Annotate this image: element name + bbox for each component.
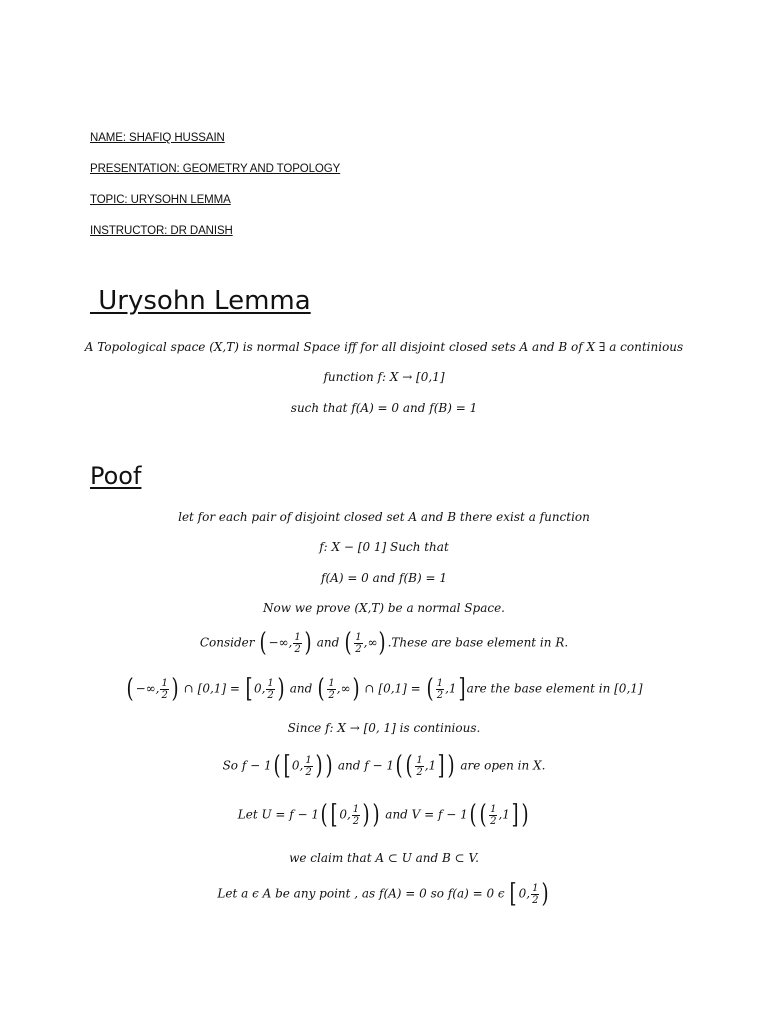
intersection-text: ∩ [0,1] =: [364, 681, 421, 696]
proof-line-9: Let U = f − 1( [ 0, $\frac{1}{2}$ ) ) and V = f − 1( ( $\frac{1}{2}$ ,1] ): [237, 800, 529, 830]
interval-end: ,∞: [336, 681, 351, 696]
fraction: $\frac{1}{2}$: [436, 677, 444, 701]
definition-label: and V = f − 1: [385, 807, 468, 822]
proof-line-8: So f − 1( [ 0, $\frac{1}{2}$ ) ) and f − 1( ( $\frac{1}{2}$ ,1] ) are open in X.: [222, 751, 546, 781]
fraction: $\frac{1}{2}$: [161, 677, 168, 701]
interval-start: 0,: [518, 886, 531, 901]
document-title: Urysohn Lemma: [90, 286, 311, 316]
interval-start: 0,: [253, 681, 266, 696]
consider-label: Consider: [199, 635, 255, 650]
proof-line-6-tail: are the base element in [0,1]: [466, 681, 643, 696]
proof-line-7: Since f: X → [0, 1] is continious.: [287, 721, 481, 735]
topic-label: TOPIC: URYSOHN LEMMA: [90, 194, 231, 206]
intersection-text: ∩ [0,1] =: [183, 681, 240, 696]
proof-line-11-text: Let a ϵ A be any point , as f(A) = 0 so f(a) = 0 ϵ: [217, 886, 505, 901]
proof-line-11: Let a ϵ A be any point , as f(A) = 0 so f(a) = 0 ϵ [ 0, $\frac{1}{2}$ ): [217, 879, 550, 909]
proof-line-5: Consider ( −∞, $\frac{1}{2}$ ) and ( $\frac{1}{2}$ ,∞) .These are base element in R.: [199, 628, 569, 658]
fraction: $\frac{1}{2}$: [355, 631, 362, 655]
instructor-label: INSTRUCTOR: DR DANISH: [90, 225, 233, 237]
fraction: $\frac{1}{2}$: [532, 882, 539, 906]
statement-line-2: function f: X → [0,1]: [323, 370, 445, 384]
and-label: and: [289, 681, 313, 696]
fraction: $\frac{1}{2}$: [267, 677, 274, 701]
proof-line-6: ( −∞, $\frac{1}{2}$ ) ∩ [0,1] = [ 0, $\frac{1}{2}$ ) and ( $\frac{1}{2}$ ,∞) ∩ [0,1] = ( $\frac{1}{2}$ ,1] are the base element in [0,1]: [126, 674, 643, 704]
definition-label: Let U = f − 1: [237, 807, 320, 822]
interval-end: ,1: [445, 681, 457, 696]
interval-end: ,∞: [363, 635, 378, 650]
and-label: and: [316, 635, 340, 650]
interval-start: 0,: [339, 807, 351, 822]
interval-start: −∞,: [268, 635, 293, 650]
proof-line-8-tail: are open in X.: [460, 758, 546, 773]
interval-end: ,1: [424, 758, 437, 773]
author-name: NAME: SHAFIQ HUSSAIN: [90, 132, 225, 144]
statement-line-1: A Topological space (X,T) is normal Space iff for all disjoint closed sets A and B of X ∃ a continious: [84, 340, 684, 354]
proof-line-4: Now we prove (X,T) be a normal Space.: [262, 601, 505, 615]
fraction: $\frac{1}{2}$: [490, 803, 497, 827]
fraction: $\frac{1}{2}$: [328, 677, 335, 701]
proof-line-3: f(A) = 0 and f(B) = 1: [321, 571, 447, 585]
statement-line-3: such that f(A) = 0 and f(B) = 1: [290, 401, 478, 415]
proof-line-2: f: X − [0 1] Such that: [319, 540, 449, 554]
preimage-label: So f − 1: [222, 758, 272, 773]
interval-end: ,1: [498, 807, 510, 822]
proof-line-10: we claim that A ⊂ U and B ⊂ V.: [289, 851, 479, 865]
presentation-title: PRESENTATION: GEOMETRY AND TOPOLOGY: [90, 163, 341, 175]
proof-line-5-tail: .These are base element in R.: [387, 635, 569, 650]
proof-heading: Poof: [90, 462, 142, 490]
interval-start: −∞,: [135, 681, 160, 696]
fraction: $\frac{1}{2}$: [294, 631, 301, 655]
fraction: $\frac{1}{2}$: [352, 803, 360, 827]
interval-start: 0,: [291, 758, 304, 773]
fraction: $\frac{1}{2}$: [416, 754, 423, 778]
proof-line-1: let for each pair of disjoint closed set A and B there exist a function: [178, 510, 590, 524]
preimage-label: and f − 1: [337, 758, 395, 773]
fraction: $\frac{1}{2}$: [305, 754, 312, 778]
